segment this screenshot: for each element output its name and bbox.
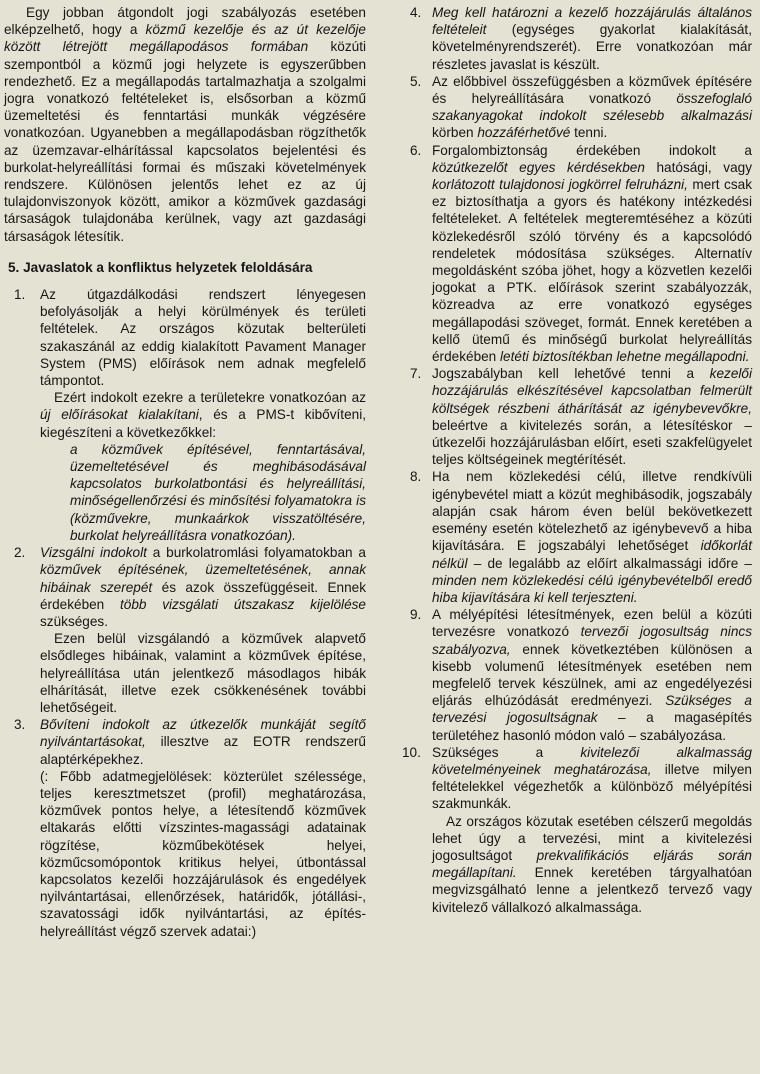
- list-item-2-paragraph-2: [40, 630, 366, 716]
- list-item-3-paragraph-1: [40, 716, 366, 768]
- emphasis-text: összefoglaló szakanyagokat indokolt szélesebb alkalmazási: [432, 91, 752, 124]
- right-column: [402, 4, 752, 916]
- text-run: tenni.: [570, 125, 608, 141]
- emphasis-text: kezelői hozzájárulás elkészítésével kapcsolatban felmerült költségek részbeni áthárítását az igénybevevőkre,: [432, 366, 752, 416]
- list-item-4: [406, 4, 752, 73]
- list-item-5: [406, 73, 752, 142]
- emphasis-text: közművek építésének, üzemeltetésének, annak hibáinak szerepét: [40, 562, 366, 595]
- text-run: Jogszabályban kell lehetővé tenni a: [432, 366, 710, 382]
- emphasis-text: több vizsgálati útszakasz kijelölése: [120, 596, 366, 612]
- list-item-9-paragraph-1: [432, 606, 752, 744]
- list-number: 5.: [410, 73, 422, 89]
- emphasis-text: Szükséges a tervezési jogosultságnak: [432, 693, 752, 726]
- list-item-9: [406, 606, 752, 744]
- text-run: A mélyépítési létesítmények, ezen belül a közúti tervezésre vonatkozó: [432, 607, 752, 640]
- text-run: szükséges.: [40, 613, 109, 629]
- list-number: 10.: [402, 744, 421, 760]
- text-run: illesztve az EOTR rendszerű alaptérképekhez.: [40, 734, 366, 767]
- text-run: és azok összefüggéseit. Ennek érdekében: [40, 579, 366, 612]
- text-run: beleértve a kivitelezés során, a létesítéskor – útkezelői hozzájárulásban előírt, eseti szakfelügyelet teljes költségeinek megtérítését.: [432, 417, 752, 468]
- text-run: illetve milyen feltételekkel végezhetők a különböző mélyépítési szakmunkák.: [432, 761, 752, 812]
- emphasis-text: Bővíteni indokolt az útkezelők munkáját segítő nyilvántartásokat,: [40, 717, 366, 750]
- list-item-1-paragraph-2: [40, 389, 366, 441]
- text-run: , és a PMS-t kibővíteni, kiegészíteni a következőkkel:: [40, 407, 366, 440]
- emphasis-text: Meg kell határozni a kezelő hozzájárulás általános feltételeit: [432, 5, 752, 38]
- list-number: 3.: [14, 717, 26, 733]
- list-item-4-paragraph-1: [432, 4, 752, 73]
- text-run: ennek következtében különösen a kisebb volumenű létesítmények esetében nem megfelelő tervek készülnek, ami az engedélyezési eljárás elhúzódását eredményezi.: [432, 641, 752, 709]
- left-column: [4, 4, 366, 940]
- list-item-1-quote: a közművek építésével, fenntartásával, üzemeltetésével és meghibásodásával kapcsolatos burkolatbontási és helyreállítási, minőségellenőrzési és minősítési folyamatokra is (közművekre, munkaárkok visszatöltésére, burkolat helyreállításra vonatkozóan).: [70, 441, 366, 543]
- emphasis-text: tervezői jogosultság nincs szabályozva,: [432, 624, 752, 657]
- text-run: közúti szempontból a közmű jogi helyzete is egyszerűbben rendezhető. Ez a megállapodás tartalmazhatja a szolgalmi jogra vonatkozó feltételeket is, elsősorban a közmű üzemeltetési és fenntartási munkák végzésére vonatkozóan. Ugyanebben a megállapodásban rögzíthetők az üzemzavar-elhárítással kapcsolatos bejelentési és burkolat-helyreállítási formai és műszaki követelmények rendszere. Különösen jelentős lehet ez az új tulajdonviszonyok között, amikor a közművek gazdasági társaságok tulajdonába kerülnek, vagy azt gazdasági társaságok létesítik.: [4, 39, 366, 244]
- list-item-8-paragraph-1: [432, 468, 752, 606]
- emphasis-text: közútkezelőt egyes kérdésekben: [432, 159, 645, 175]
- emphasis-text: letéti biztosítékban lehetne megállapodni.: [500, 349, 750, 365]
- list-item-3-paragraph-2: [40, 768, 366, 940]
- text-run: Egy jobban átgondolt jogi szabályozás esetében elképzelhető, hogy a: [4, 5, 366, 38]
- emphasis-text: minden nem közlekedési célú igénybevételből eredő hiba kijavítására ki kell terjeszteni.: [432, 572, 752, 605]
- list-item-3: [4, 716, 366, 940]
- text-run: hatósági, vagy: [644, 159, 752, 175]
- emphasis-text: prekvalifikációs eljárás során megállapítani.: [432, 847, 752, 881]
- emphasis-text: kivitelezői alkalmasság követelményeinek meghatározása,: [432, 744, 752, 777]
- list-item-7-paragraph-1: [432, 365, 752, 468]
- list-item-2: [4, 544, 366, 716]
- intro-paragraph: [4, 4, 366, 245]
- list-item-2-paragraph-1: [40, 544, 366, 630]
- list-number: 9.: [410, 607, 422, 623]
- list-number: 6.: [410, 142, 422, 158]
- list-item-10-paragraph-1: [432, 744, 752, 813]
- text-run: mert csak ez biztosíthatja a gyors és hatékony intézkedési feltételeket. A feltételek megteremtéséhez a közúti közlekedésről szóló törvény és a kapcsolódó rendeletek módosítása szükséges. Alternatív megoldásként szóba jöhet, hogy a közvetlen kezelői jogokat a PTK. előírások szerint szabályozzák, közreadva az erre vonatkozó egységes megállapodási szöveget, formát. Ennek keretében a kellő ütemű és minőségű burkolat helyreállítás érdekében: [432, 177, 752, 365]
- text-run: a burkolatromlási folyamatokban a: [146, 545, 366, 561]
- text-run: Az útgazdálkodási rendszert lényegesen befolyásolják a helyi körülmények és területi feltételek. Az országos közutak belterületi szakaszánál az eddig kialakított Pavament Manager System (PMS) előírások nem adnak megfelelő támpontot.: [40, 287, 366, 389]
- list-item-10: [402, 744, 752, 916]
- text-run: Az előbbivel összefüggésben a közművek építésére és helyreállítására vonatkozó: [432, 73, 752, 107]
- text-run: (egységes gyakorlat kialakítását, követelményrendszerét). Erre vonatkozóan már részletes javaslat is készült.: [432, 22, 752, 72]
- text-run: körben: [432, 125, 478, 141]
- text-run: Ezért indokolt ezekre a területekre vonatkozóan az: [54, 390, 366, 406]
- list-item-6: [406, 142, 752, 366]
- emphasis-text: közmű kezelője és az út kezelője között létrejött megállapodásos formában: [4, 22, 366, 55]
- text-run: Ha nem közlekedési célú, illetve rendkívüli igénybevétel miatt a közút meghibásodik, jogszabály alapján csak három éven belül bekövetkezett esemény esetén kötelezhető az igénybevevő a hiba kijavítására. E jogszabályi lehetőséget: [432, 469, 752, 554]
- list-number: 8.: [410, 469, 422, 485]
- list-item-8: [406, 468, 752, 606]
- list-number: 1.: [14, 287, 26, 303]
- emphasis-text: Vizsgálni indokolt: [40, 545, 147, 561]
- text-run: Ezen belül vizsgálandó a közművek alapvető elsődleges hibáinak, valamint a közművek építése, helyreállítása után jelentkező másodlagos hibák elhárítását, illetve ezek csökkenésének további lehetőségeit.: [40, 631, 366, 715]
- text-run: Ennek keretében tárgyalhatóan megvizsgálható lenne a jelentkező tervező vagy kivitelező vállalkozó alkalmassága.: [432, 865, 752, 915]
- text-run: Az országos közutak esetében célszerű megoldás lehet úgy a tervezési, mint a kivitelezési jogosultságot: [432, 813, 752, 863]
- list-item-10-paragraph-2: [432, 813, 752, 916]
- list-item-1-paragraph-1: [40, 286, 366, 389]
- text-run: (: Főbb adatmegjelölések: közterület szélessége, teljes keresztmetszet (profil) meghatározása, közművek pontos helye, a létesítendő közművek eltakarás előtti vízszintes-magassági adatainak rögzítése, közműbekötések helyei, közműcsomópontok kritikus helyei, útbontással kapcsolatos kezelői hozzájárulások és engedélyek nyilvántartásai, ellenőrzések, határidők, jótállási-, szavatossági idők nyilvántartási, az építés-helyreállítást végző szervek adatai:): [40, 768, 366, 939]
- text-run: Szükséges a: [432, 744, 581, 760]
- list-item-1: [4, 286, 366, 544]
- list-item-5-paragraph-1: [432, 73, 752, 142]
- text-run: – a magasépítés területéhez hasonló módon való – szabályozása.: [432, 710, 752, 743]
- emphasis-text: időkorlát nélkül: [432, 538, 752, 571]
- text-run: Forgalombiztonság érdekében indokolt a: [432, 142, 752, 158]
- emphasis-text: korlátozott tulajdonosi jogkörrel felruházni,: [432, 177, 688, 193]
- section-heading: 5. Javaslatok a konfliktus helyzetek feloldására: [8, 259, 313, 275]
- list-item-6-paragraph-1: [432, 142, 752, 366]
- list-item-7: [406, 365, 752, 468]
- list-number: 7.: [410, 366, 422, 382]
- emphasis-text: új előírásokat kialakítani: [40, 407, 199, 423]
- list-number: 4.: [410, 5, 422, 20]
- text-run: – de legalább az előírt alkalmassági időre –: [467, 555, 752, 571]
- emphasis-text: hozzáférhetővé: [477, 125, 571, 141]
- list-number: 2.: [14, 545, 26, 561]
